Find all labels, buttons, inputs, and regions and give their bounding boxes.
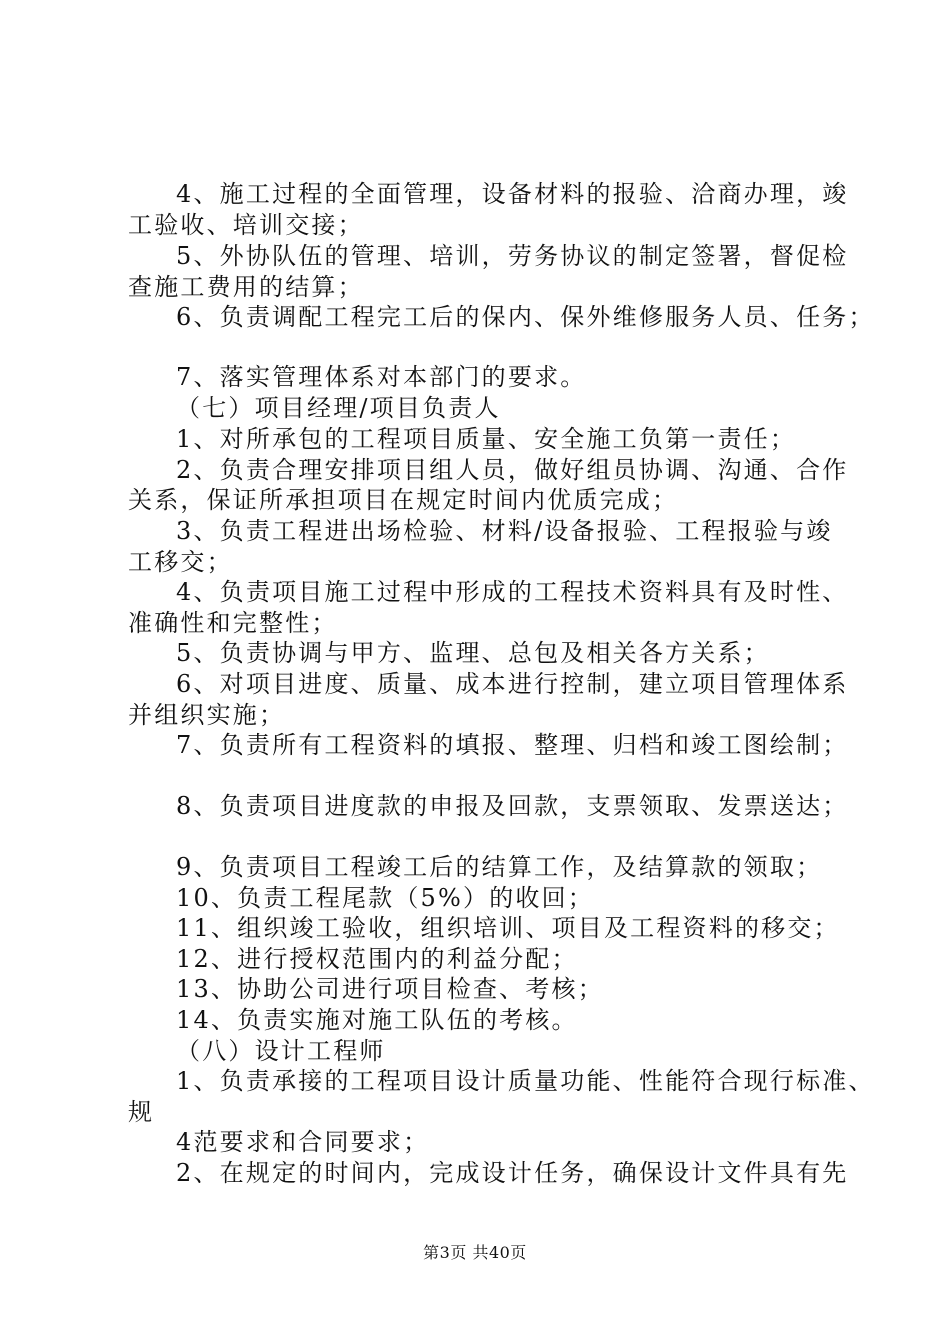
- text-line: 13、协助公司进行项目检查、考核；: [176, 975, 604, 1003]
- text-line: 1、对所承包的工程项目质量、安全施工负第一责任；: [176, 425, 797, 453]
- text-line: 工验收、培训交接；: [128, 211, 364, 239]
- page-footer: 第3页 共40页: [423, 1243, 527, 1262]
- section-heading: （八）设计工程师: [176, 1037, 386, 1065]
- text-line: 规: [128, 1098, 155, 1126]
- text-line: 1、负责承接的工程项目设计质量功能、性能符合现行标准、: [176, 1067, 875, 1095]
- text-line: 3、负责工程进出场检验、材料/设备报验、工程报验与竣: [176, 517, 833, 545]
- text-line: 5、负责协调与甲方、监理、总包及相关各方关系；: [176, 639, 770, 667]
- text-line: 10、负责工程尾款（5%）的收回；: [176, 884, 595, 912]
- text-line: 准确性和完整性；: [128, 609, 338, 637]
- text-line: 查施工费用的结算；: [128, 273, 364, 301]
- text-line: 11、组织竣工验收，组织培训、项目及工程资料的移交；: [176, 914, 840, 942]
- text-line: 6、负责调配工程完工后的保内、保外维修服务人员、任务；: [176, 303, 875, 331]
- text-line: 2、在规定的时间内，完成设计任务，确保设计文件具有先: [176, 1159, 849, 1187]
- text-line: 4、施工过程的全面管理，设备材料的报验、洽商办理，竣: [176, 180, 849, 208]
- text-line: 9、负责项目工程竣工后的结算工作，及结算款的领取；: [176, 853, 823, 881]
- text-line: 4范要求和合同要求；: [176, 1128, 430, 1156]
- section-heading: （七）项目经理/项目负责人: [176, 394, 501, 422]
- text-line: 7、落实管理体系对本部门的要求。: [176, 363, 587, 391]
- text-line: 8、负责项目进度款的申报及回款，支票领取、发票送达；: [176, 792, 849, 820]
- text-line: 工移交；: [128, 548, 233, 576]
- text-line: 2、负责合理安排项目组人员，做好组员协调、沟通、合作: [176, 456, 849, 484]
- text-line: 7、负责所有工程资料的填报、整理、归档和竣工图绘制；: [176, 731, 849, 759]
- text-line: 4、负责项目施工过程中形成的工程技术资料具有及时性、: [176, 578, 849, 606]
- text-line: 5、外协队伍的管理、培训，劳务协议的制定签署，督促检: [176, 242, 849, 270]
- text-line: 并组织实施；: [128, 701, 286, 729]
- text-line: 关系，保证所承担项目在规定时间内优质完成；: [128, 486, 679, 514]
- text-line: 12、进行授权范围内的利益分配；: [176, 945, 578, 973]
- text-line: 14、负责实施对施工队伍的考核。: [176, 1006, 578, 1034]
- text-line: 6、对项目进度、质量、成本进行控制，建立项目管理体系: [176, 670, 849, 698]
